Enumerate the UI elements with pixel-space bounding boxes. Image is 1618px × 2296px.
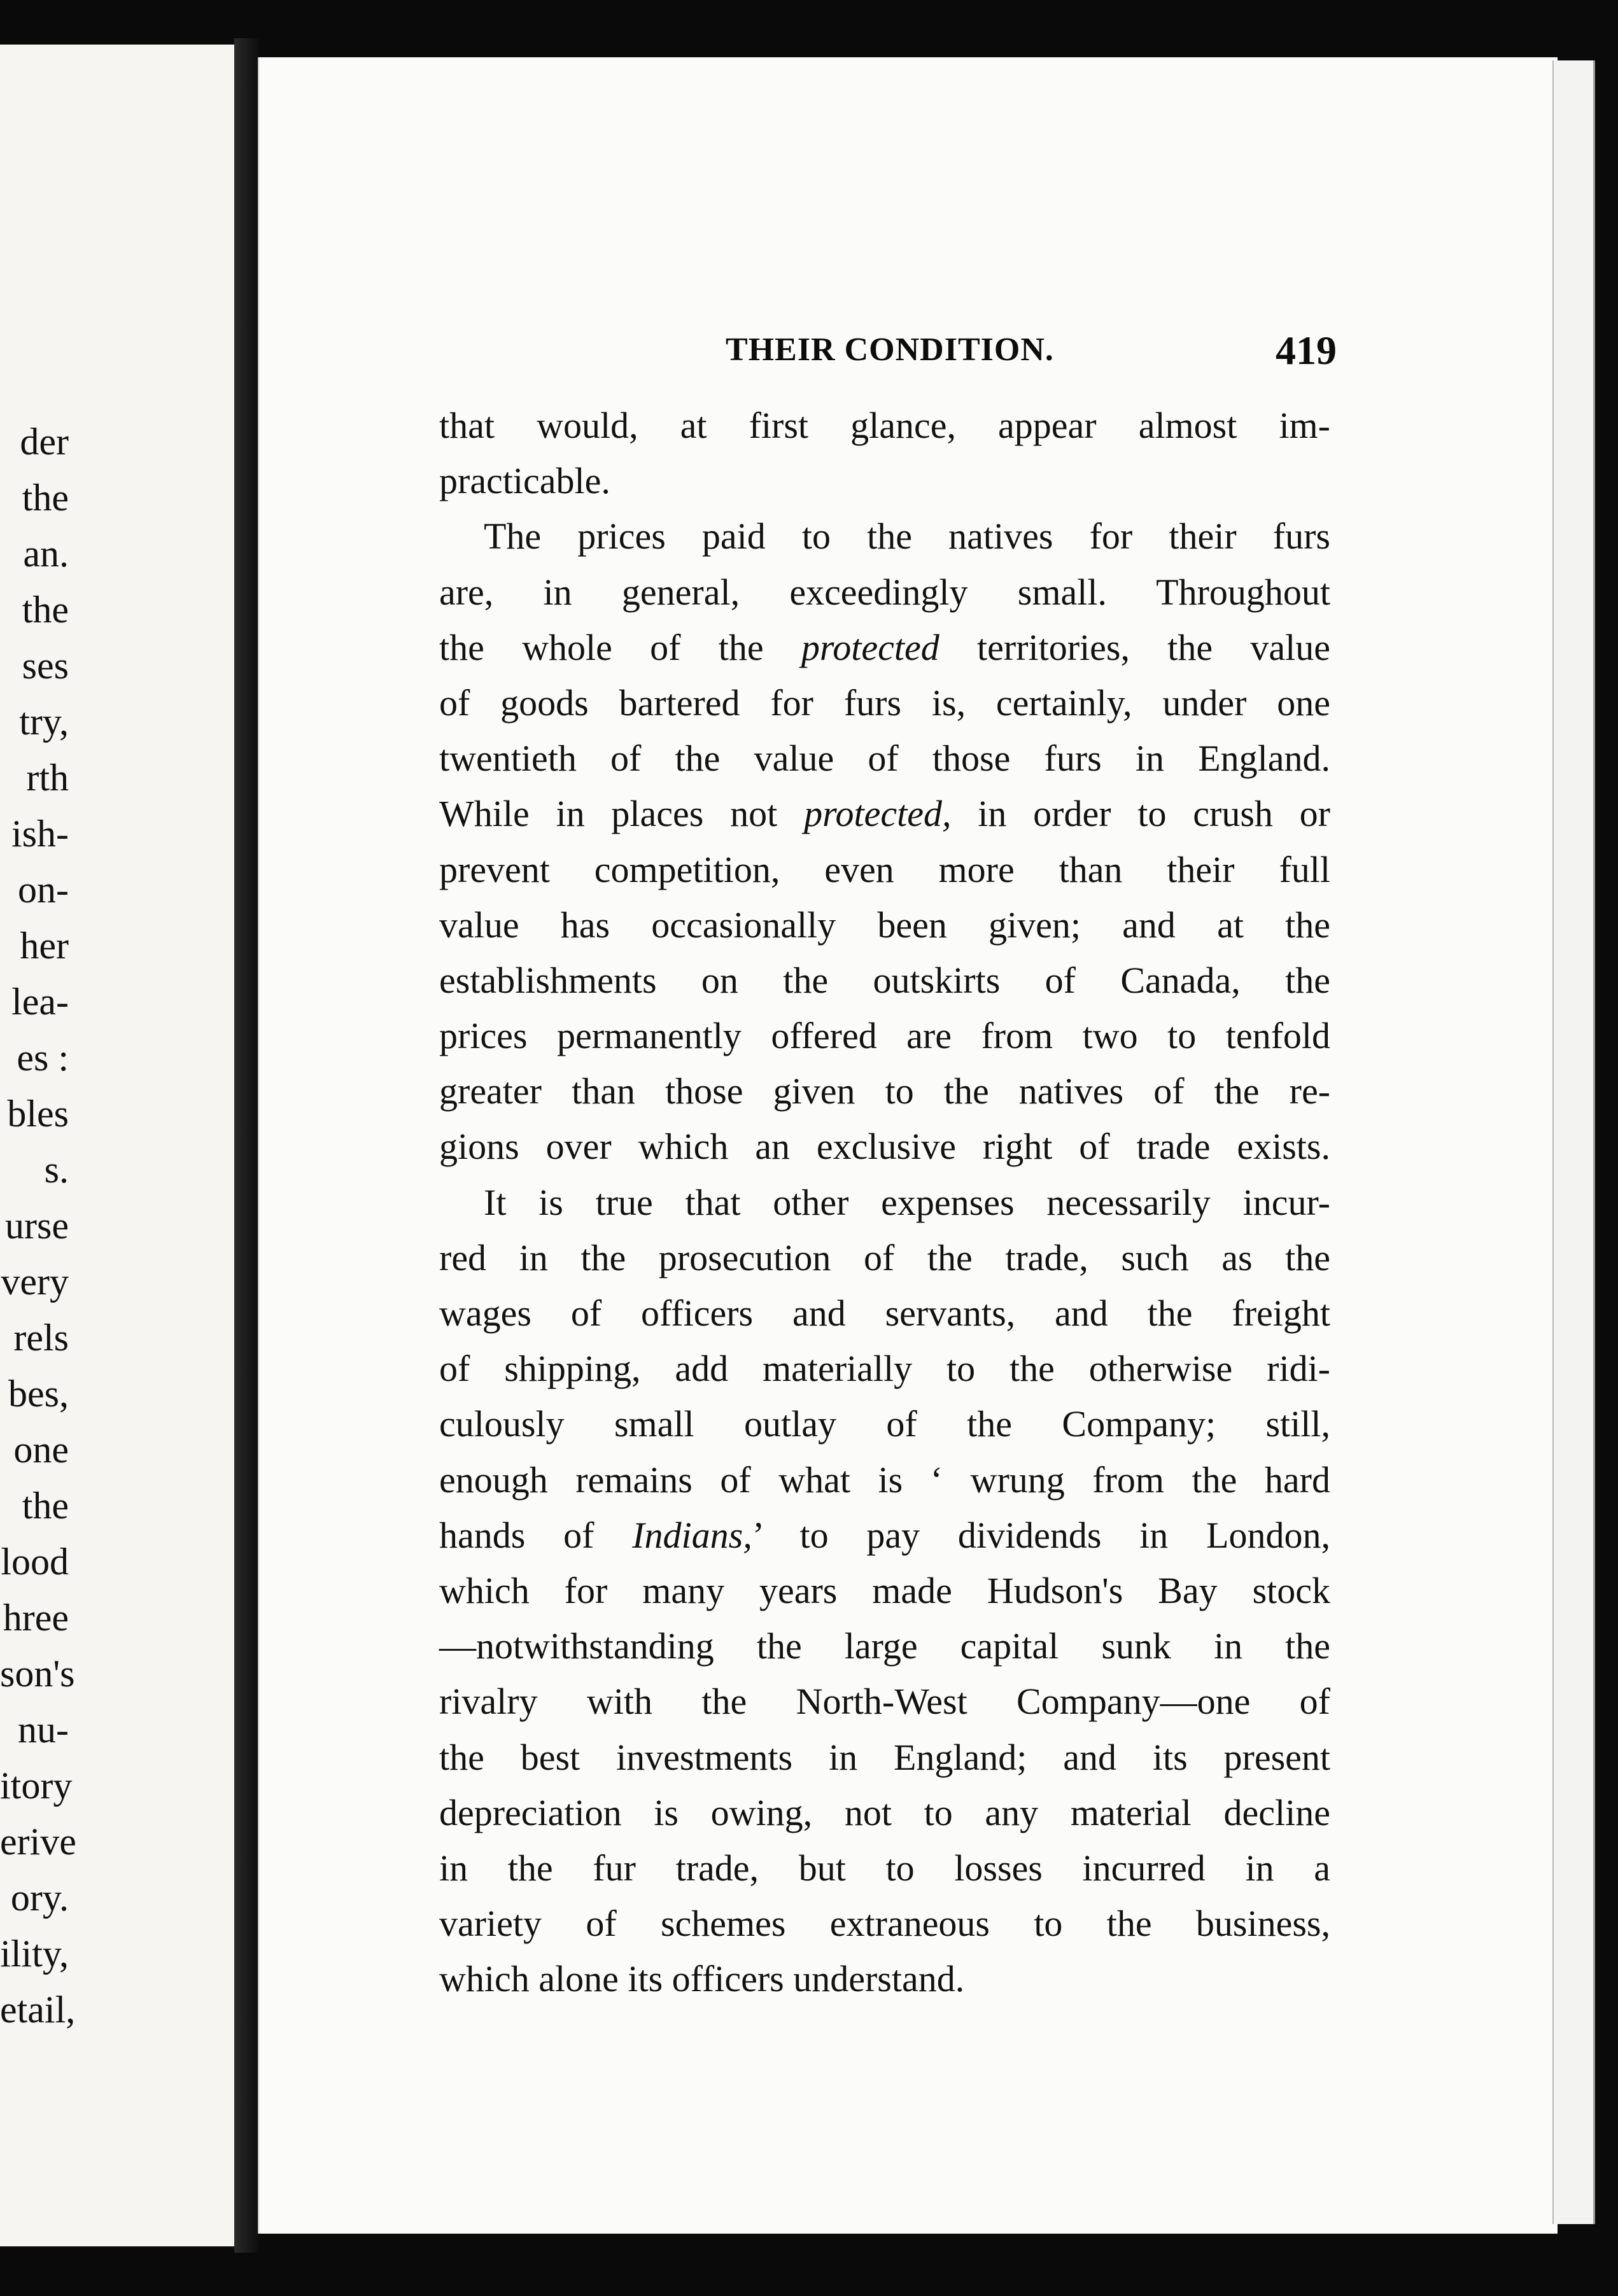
text-line: prices permanently offered are from two to tenfold	[439, 1015, 1330, 1057]
line-fragment: bes,	[8, 1373, 69, 1415]
italic-text: Indians,	[632, 1514, 752, 1556]
text-line: establishments on the outskirts of Canada, the	[439, 959, 1330, 1001]
page-body-text	[439, 398, 1330, 2006]
text-run: the whole of the	[439, 626, 801, 668]
text-line: value has occasionally been given; and at the	[439, 904, 1330, 946]
italic-text: protected	[801, 626, 939, 668]
line-fragment: her	[20, 925, 69, 967]
text-run: While in places not	[439, 793, 805, 835]
text-line	[439, 786, 1330, 841]
page-number: 419	[1276, 328, 1337, 373]
paragraph-start-line: It is true that other expenses necessarily incur-	[484, 1181, 1330, 1223]
line-fragment: ory.	[10, 1877, 69, 1919]
text-line: gions over which an exclusive right of trade exists.	[439, 1126, 1330, 1168]
text-line: in the fur trade, but to losses incurred in a	[439, 1847, 1330, 1889]
text-line: rivalry with the North-West Company—one of	[439, 1681, 1330, 1723]
line-fragment: ility,	[0, 1933, 69, 1975]
text-line: —notwithstanding the large capital sunk in the	[439, 1625, 1330, 1667]
line-fragment: nu-	[18, 1709, 69, 1751]
line-fragment: the	[22, 477, 69, 519]
text-run: ’ to pay dividends in London,	[752, 1514, 1331, 1556]
line-fragment: very	[1, 1261, 69, 1303]
page-header	[439, 328, 1337, 382]
line-fragment: es :	[17, 1037, 69, 1079]
line-fragment: bles	[7, 1093, 69, 1135]
line-fragment: lea-	[11, 981, 69, 1023]
text-line	[439, 620, 1330, 675]
previous-page-line-endings	[0, 414, 236, 2038]
line-fragment: one	[13, 1429, 69, 1471]
previous-page	[0, 45, 236, 2246]
text-line: prevent competition, even more than their full	[439, 848, 1330, 890]
line-fragment: on-	[18, 869, 69, 911]
italic-text: protected,	[804, 793, 952, 835]
text-line: wages of officers and servants, and the freight	[439, 1292, 1330, 1334]
text-run: hands of	[439, 1514, 633, 1556]
line-fragment: the	[22, 589, 69, 631]
text-run: territories, the value	[939, 626, 1330, 668]
line-fragment: an.	[23, 533, 69, 575]
line-fragment: etail,	[0, 1989, 76, 2031]
text-line: which alone its officers understand.	[439, 1958, 965, 2000]
line-fragment: ish-	[11, 813, 69, 855]
text-line: enough remains of what is ‘ wrung from the hard	[439, 1459, 1330, 1501]
text-line: red in the prosecution of the trade, such as the	[439, 1236, 1330, 1278]
page-edge-stack	[1552, 60, 1595, 2224]
line-fragment: rels	[13, 1317, 69, 1359]
line-fragment: erive	[0, 1821, 76, 1863]
text-line	[439, 1508, 1330, 1563]
book-gutter	[234, 38, 260, 2253]
line-fragment: rth	[26, 757, 69, 799]
text-line: practicable.	[439, 460, 610, 502]
text-line: that would, at first glance, appear almost im-	[439, 405, 1330, 446]
text-line: variety of schemes extraneous to the business,	[439, 1903, 1330, 1945]
running-head: THEIR CONDITION.	[726, 332, 1054, 368]
text-line: depreciation is owing, not to any material decline	[439, 1791, 1330, 1833]
text-line: which for many years made Hudson's Bay stock	[439, 1569, 1330, 1611]
text-line: of shipping, add materially to the otherwise ridi-	[439, 1348, 1330, 1390]
text-line: the best investments in England; and its present	[439, 1736, 1330, 1778]
line-fragment: ses	[22, 645, 69, 687]
line-fragment: itory	[0, 1765, 73, 1807]
line-fragment: hree	[3, 1597, 69, 1639]
line-fragment: son's	[0, 1653, 75, 1695]
text-line: twentieth of the value of those furs in England.	[439, 738, 1330, 780]
line-fragment: urse	[5, 1205, 69, 1247]
line-fragment: s.	[44, 1149, 69, 1191]
text-run: in order to crush or	[951, 793, 1330, 835]
line-fragment: lood	[1, 1541, 69, 1583]
paragraph-start-line: The prices paid to the natives for their furs	[484, 515, 1330, 557]
text-line: are, in general, exceedingly small. Throughout	[439, 571, 1330, 613]
line-fragment: the	[22, 1485, 69, 1527]
text-line: of goods bartered for furs is, certainly, under one	[439, 682, 1330, 724]
text-line: greater than those given to the natives of the re-	[439, 1070, 1330, 1112]
line-fragment: der	[20, 421, 69, 463]
line-fragment: try,	[19, 701, 69, 743]
text-line: culously small outlay of the Company; still,	[439, 1403, 1330, 1445]
